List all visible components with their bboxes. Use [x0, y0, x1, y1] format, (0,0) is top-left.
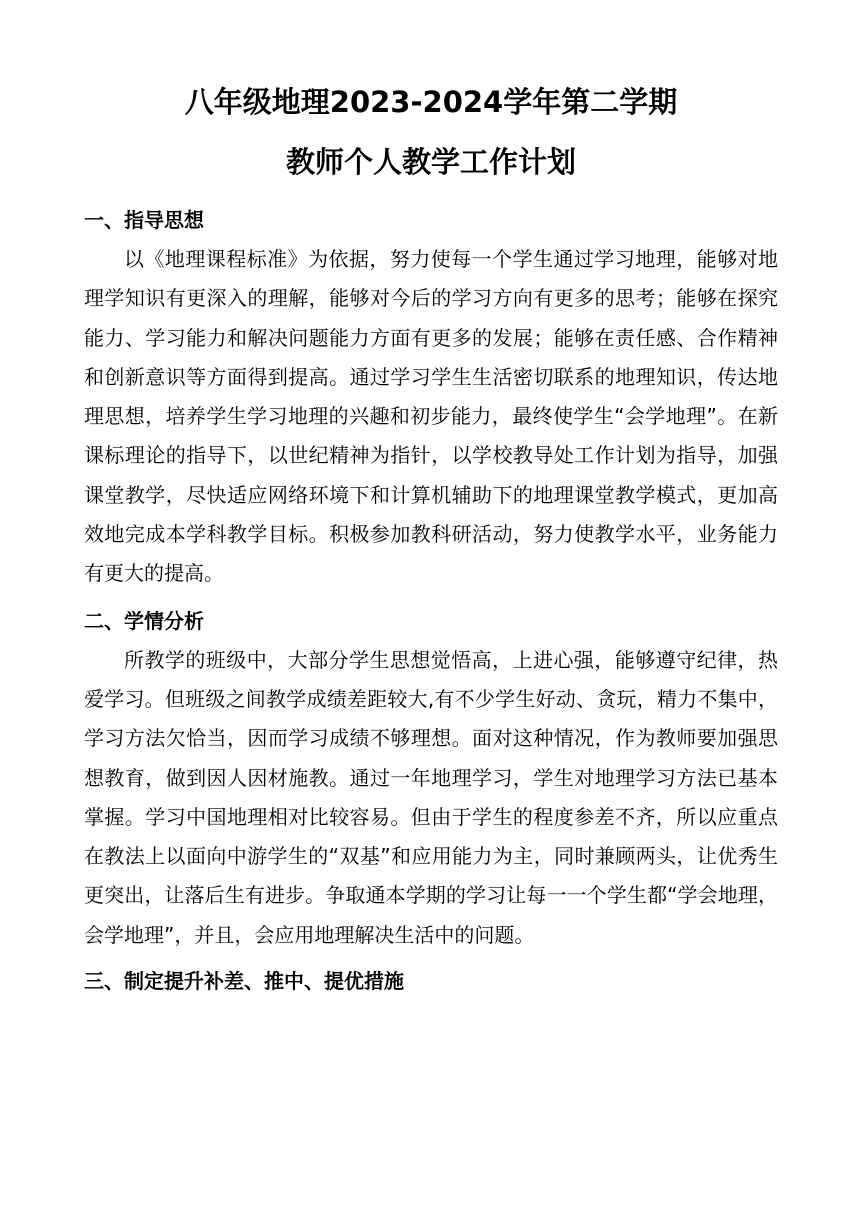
section-heading-student-analysis: 二、学情分析 — [84, 608, 204, 633]
document-page — [84, 84, 778, 995]
document-title-line2: 教师个人教学工作计划 — [285, 145, 576, 179]
document-title-line1: 八年级地理2023-2024学年第二学期 — [184, 85, 678, 119]
section-heading-measures: 三、制定提升补差、推中、提优措施 — [84, 969, 404, 994]
section-heading-guiding-ideology: 一、指导思想 — [84, 208, 204, 232]
section-paragraph-guiding-ideology: 以《地理课程标准》为依据，努力使每一个学生通过学习地理，能够对地理学知识有更深入的理解，能够对今后的学习方向有更多的思考；能够在探究能力、学习能力和解决问题能力方面有更多的发展；能够在责任感、合作精神和创新意识等方面得到提高。通过学习学生生活密切联系的地理知识，传达地理思想，培养学生学习地理的兴趣和初步能力，最终使学生“会学地理”。在新课标理论的指导下，以世纪精神为指针，以学校教导处工作计划为指导，加强课堂教学，尽快适应网络环境下和计算机辅助下的地理课堂教学模式，更加高效地完成本学科教学目标。积极参加教科研活动，努力使教学水平，业务能力有更大的提高。 — [84, 247, 778, 586]
section-paragraph-student-analysis: 所教学的班级中，大部分学生思想觉悟高，上进心强，能够遵守纪律，热爱学习。但班级之间教学成绩差距较大,有不少学生好动、贪玩，精力不集中，学习方法欠恰当，因而学习成绩不够理想。面对这种情况，作为教师要加强思想教育，做到因人因材施教。通过一年地理学习，学生对地理学习方法已基本掌握。学习中国地理相对比较容易。但由于学生的程度参差不齐，所以应重点在教法上以面向中游学生的“双基”和应用能力为主，同时兼顾两头，让优秀生更突出，让落后生有进步。争取通本学期的学习让每一一个学生都“学会地理，会学地理”，并且，会应用地理解决生活中的问题。 — [84, 647, 778, 947]
